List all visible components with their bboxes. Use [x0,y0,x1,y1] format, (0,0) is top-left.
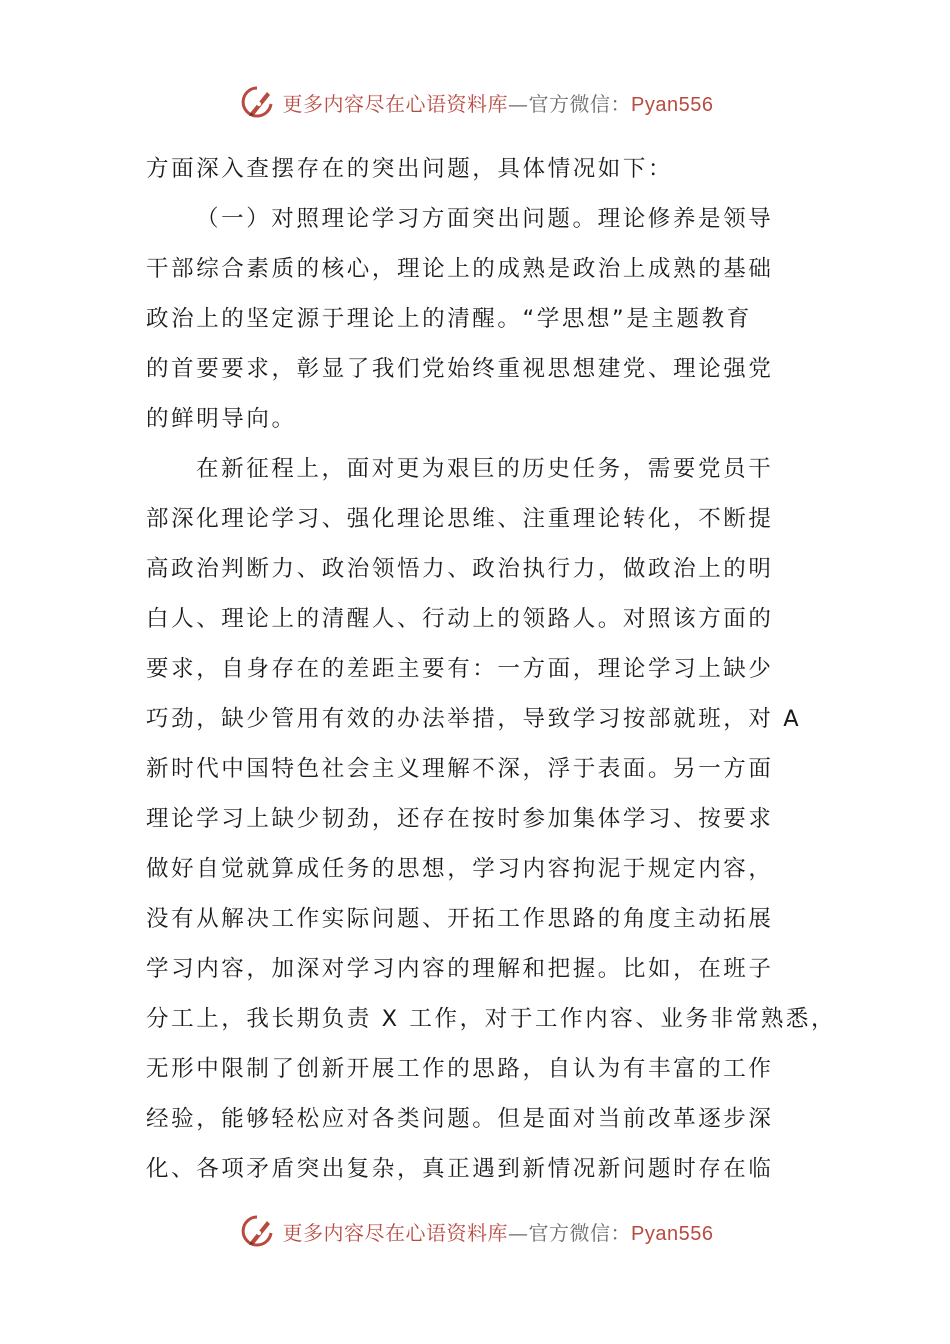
header-banner-text [283,88,714,117]
text-line: 的鲜明导向。 [146,406,297,432]
text-line: 无形中限制了创新开展工作的思路，自认为有丰富的工作 [146,1056,774,1082]
quill-logo-icon [237,1211,277,1251]
text-line: 分工上，我长期负责 X 工作，对于工作内容、业务非常熟悉， [146,1006,837,1032]
header-wechat-label: 官方微信： [528,91,632,116]
document-body [146,144,837,1194]
footer-site-name: 更多内容尽在心语资料库 [282,1220,509,1245]
text-line: 方面深入查摆存在的突出问题，具体情况如下： [146,156,674,182]
footer-banner [0,1209,950,1253]
text-line: （一）对照理论学习方面突出问题。理论修养是领导 [196,206,774,232]
text-line: 高政治判断力、政治领悟力、政治执行力，做政治上的明 [146,556,774,582]
text-line: 白人、理论上的清醒人、行动上的领路人。对照该方面的 [146,606,774,632]
footer-banner-text [283,1217,714,1246]
text-line: 学习内容，加深对学习内容的理解和把握。比如，在班子 [146,956,774,982]
text-line: 干部综合素质的核心，理论上的成熟是政治上成熟的基础 [146,256,774,282]
header-banner [0,80,950,124]
text-line: 没有从解决工作实际问题、开拓工作思路的角度主动拓展 [146,906,774,932]
text-line: 政治上的坚定源于理论上的清醒。“学思想”是主题教育 [146,306,752,332]
text-line: 的首要要求，彰显了我们党始终重视思想建党、理论强党 [146,356,774,382]
footer-wechat-label: 官方微信： [528,1220,632,1245]
header-site-name: 更多内容尽在心语资料库 [282,91,509,116]
text-line: 理论学习上缺少韧劲，还存在按时参加集体学习、按要求 [146,806,774,832]
text-line: 部深化理论学习、强化理论思维、注重理论转化，不断提 [146,506,774,532]
quill-logo-icon [237,82,277,122]
text-line: 经验，能够轻松应对各类问题。但是面对当前改革逐步深 [146,1106,774,1132]
text-line: 化、各项矛盾突出复杂，真正遇到新情况新问题时存在临 [146,1156,774,1182]
header-separator: — [508,91,529,116]
text-line: 做好自觉就算成任务的思想，学习内容拘泥于规定内容， [146,856,774,882]
text-line: 要求，自身存在的差距主要有：一方面，理论学习上缺少 [146,656,774,682]
text-line: 在新征程上，面对更为艰巨的历史任务，需要党员干 [196,456,774,482]
footer-wechat-handle: Pyan556 [631,1222,714,1245]
footer-separator: — [508,1220,529,1245]
header-wechat-handle: Pyan556 [631,93,714,116]
text-line: 巧劲，缺少管用有效的办法举措，导致学习按部就班，对 A [146,706,802,732]
text-line: 新时代中国特色社会主义理解不深，浮于表面。另一方面 [146,756,774,782]
